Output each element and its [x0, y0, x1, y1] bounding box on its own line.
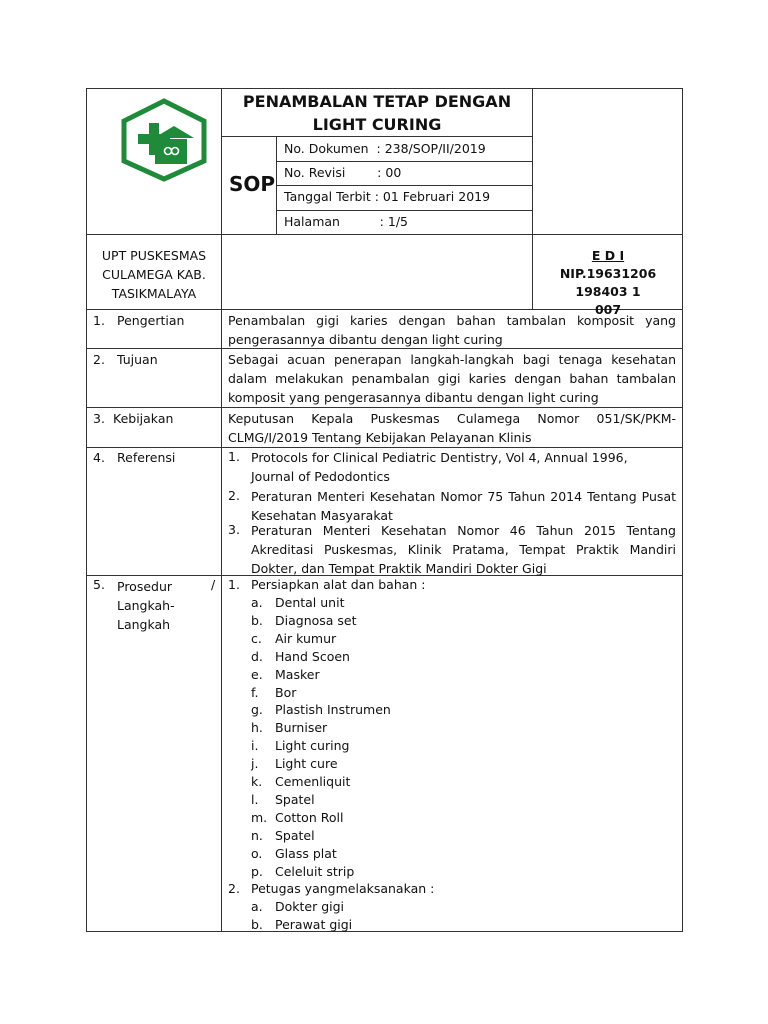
list-item-letter: e. — [251, 666, 263, 682]
reference-item — [251, 487, 676, 525]
text-line: dalam melakukan penambalan gigi karies dengan bahan tambalan — [228, 371, 676, 386]
label-slash: / — [211, 577, 216, 592]
table-border-top — [86, 88, 683, 89]
section-number: 1. — [93, 313, 105, 328]
list-item-letter: b. — [251, 916, 263, 932]
title-line: LIGHT CURING — [312, 115, 442, 134]
org-line: TASIKMALAYA — [111, 286, 197, 301]
list-item-letter: o. — [251, 845, 263, 861]
text-line: Penambalan gigi karies dengan bahan tambalan komposit yang — [228, 313, 676, 328]
reference-number: 3. — [228, 522, 240, 537]
text-line: pengerasannya dibantu dengan light curing — [228, 332, 503, 347]
field-divider — [276, 210, 532, 211]
step-number: 2. — [228, 881, 240, 896]
text-line: Kesehatan Masyarakat — [251, 508, 393, 523]
list-item: Plastish Instrumen — [275, 702, 391, 718]
reference-number: 1. — [228, 449, 240, 464]
org-name — [88, 246, 220, 303]
list-item: Dokter gigi — [275, 899, 345, 914]
signer-nip: NIP.19631206 198403 1 — [559, 266, 657, 299]
field-halaman: Halaman : 1/5 — [284, 214, 408, 229]
section-number: 2. — [93, 352, 105, 367]
list-item-letter: p. — [251, 863, 263, 879]
list-item: Spatel — [275, 827, 315, 843]
step-title: Petugas yangmelaksanakan : — [251, 881, 435, 896]
pengertian-text — [228, 311, 676, 349]
list-item: Air kumur — [275, 630, 337, 646]
title-line: PENAMBALAN TETAP DENGAN — [242, 92, 512, 111]
list-item: Cotton Roll — [275, 809, 344, 825]
list-item-letter: h. — [251, 720, 263, 736]
list-item-letter: d. — [251, 648, 263, 664]
list-item: Burniser — [275, 720, 328, 736]
tujuan-text — [228, 350, 676, 407]
table-border-bottom — [86, 931, 683, 932]
list-item: Bor — [275, 684, 297, 700]
reference-item — [251, 521, 676, 578]
list-item: Diagnosa set — [275, 612, 357, 628]
list-item-letter: a. — [251, 899, 263, 914]
reference-number: 2. — [228, 488, 240, 503]
list-item: Glass plat — [275, 845, 337, 861]
text-line: Keputusan Kepala Puskesmas Culamega Nomor 051/SK/PKM- — [228, 411, 676, 426]
list-item-letter: m. — [251, 809, 268, 825]
step-title: Persiapkan alat dan bahan : — [251, 577, 426, 592]
reference-item — [251, 448, 676, 486]
section-label-tujuan: Tujuan — [117, 352, 158, 367]
signer-name: E D I — [591, 248, 625, 263]
step-number: 1. — [228, 577, 240, 592]
field-no-revisi: No. Revisi : 00 — [284, 165, 402, 180]
section-number: 5. — [93, 577, 105, 592]
list-item-letter: l. — [251, 791, 259, 807]
sop-divider — [276, 136, 277, 235]
section-label-kebijakan: Kebijakan — [113, 411, 174, 426]
section-number: 4. — [93, 450, 105, 465]
puskesmas-logo-icon — [118, 98, 210, 182]
signer-block — [534, 247, 682, 319]
text-line: Peraturan Menteri Kesehatan Nomor 75 Tahun 2014 Tentang Pusat — [251, 489, 676, 504]
document-title — [222, 90, 532, 136]
label-line: Langkah- — [117, 598, 175, 613]
org-line: CULAMEGA KAB. — [102, 267, 206, 282]
list-item: Perawat gigi — [275, 916, 353, 932]
text-line: CLMG/I/2019 Tentang Kebijakan Pelayanan Klinis — [228, 430, 532, 445]
section-label-prosedur — [117, 577, 175, 634]
list-item-letter: b. — [251, 612, 263, 628]
list-item-letter: k. — [251, 774, 263, 789]
signer-divider — [532, 234, 533, 310]
list-item-letter: c. — [251, 630, 262, 646]
list-item: Celeluit strip — [275, 863, 355, 879]
list-item: Light cure — [275, 756, 338, 772]
list-item: Spatel — [275, 791, 315, 807]
text-line: Peraturan Menteri Kesehatan Nomor 46 Tahun 2015 Tentang — [251, 523, 676, 538]
field-no-dokumen: No. Dokumen : 238/SOP/II/2019 — [284, 141, 486, 156]
text-line: komposit yang pengerasannya dibantu dengan light curing — [228, 390, 599, 405]
list-item-letter: a. — [251, 595, 263, 610]
field-divider — [276, 185, 532, 186]
list-item: Cemenliquit — [275, 774, 351, 789]
org-line: UPT PUSKESMAS — [101, 248, 207, 263]
list-item-letter: i. — [251, 738, 259, 754]
label-line: Langkah — [117, 617, 171, 632]
section-label-referensi: Referensi — [117, 450, 176, 465]
field-divider — [276, 161, 532, 162]
text-line: Protocols for Clinical Pediatric Dentistry, Vol 4, Annual 1996, — [251, 450, 628, 465]
list-item: Hand Scoen — [275, 648, 350, 664]
title-divider — [221, 136, 532, 137]
field-tanggal-terbit: Tanggal Terbit : 01 Februari 2019 — [284, 189, 491, 204]
row-divider — [86, 407, 683, 408]
text-line: Akreditasi Puskesmas, Klinik Pratama, Tempat Praktik Mandiri — [251, 542, 676, 557]
section-label-pengertian: Pengertian — [117, 313, 185, 328]
header-bottom-border — [86, 234, 683, 235]
list-item-letter: g. — [251, 702, 263, 718]
text-line: Dokter, dan Tempat Praktik Mandiri Dokter Gigi — [251, 561, 547, 576]
text-line: Journal of Pedodontics — [251, 469, 390, 484]
list-item: Light curing — [275, 738, 350, 754]
column-divider — [221, 88, 222, 932]
sop-label: SOP — [229, 172, 276, 196]
list-item-letter: f. — [251, 684, 259, 700]
list-item-letter: n. — [251, 827, 263, 843]
table-border-right — [682, 88, 683, 932]
list-item-letter: j. — [251, 756, 259, 772]
table-border-left — [86, 88, 87, 932]
section-number: 3. — [93, 411, 105, 426]
kebijakan-text — [228, 409, 676, 447]
list-item: Masker — [275, 666, 320, 682]
label-line: Prosedur — [117, 579, 173, 594]
text-line: Sebagai acuan penerapan langkah-langkah bagi tenaga kesehatan — [228, 352, 676, 367]
signer-nip: 007 — [594, 302, 622, 317]
list-item: Dental unit — [275, 595, 345, 610]
header-right-divider — [532, 88, 533, 235]
